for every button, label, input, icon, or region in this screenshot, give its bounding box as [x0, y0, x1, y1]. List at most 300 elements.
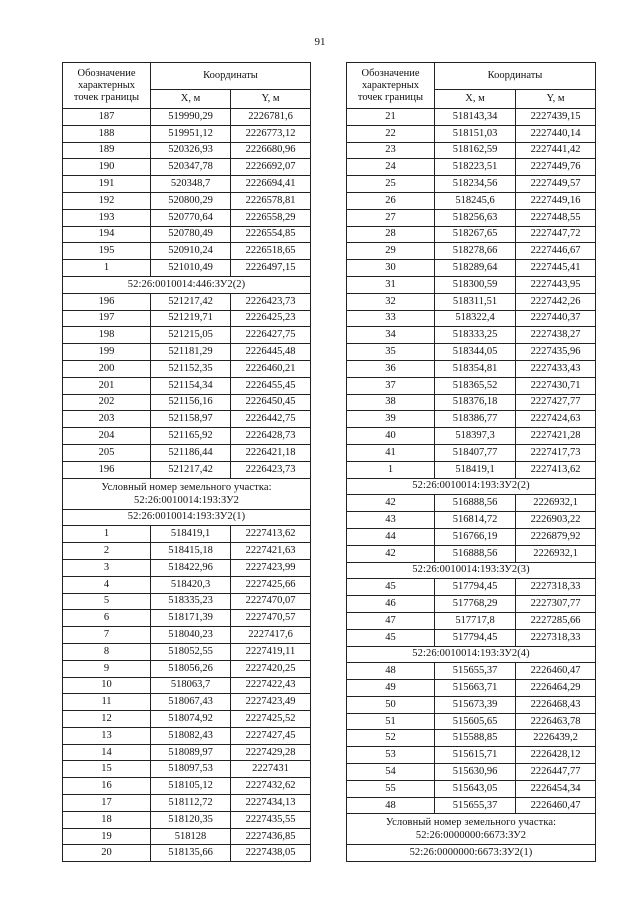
- y-coordinate-cell: 2227442,26: [516, 293, 596, 310]
- x-coordinate-cell: 518386,77: [435, 411, 516, 428]
- point-id-cell: 191: [63, 176, 151, 193]
- x-coordinate-cell: 518267,65: [435, 226, 516, 243]
- point-id-cell: 12: [63, 711, 151, 728]
- y-coordinate-cell: 2226558,29: [231, 209, 311, 226]
- table-row: [63, 159, 311, 176]
- table-row: [63, 593, 311, 610]
- point-id-cell: 52: [347, 730, 435, 747]
- x-coordinate-cell: 515673,39: [435, 696, 516, 713]
- x-coordinate-cell: 518278,66: [435, 243, 516, 260]
- x-coordinate-cell: 518245,6: [435, 192, 516, 209]
- y-coordinate-cell: 2227438,05: [231, 845, 311, 862]
- section-title: Условный номер земельного участка: 52:26:0000000:6673:ЗУ2: [347, 814, 596, 845]
- y-coordinate-cell: 2227446,67: [516, 243, 596, 260]
- section-title: Условный номер земельного участка: 52:26:0010014:193:ЗУ2: [63, 478, 311, 509]
- point-id-cell: 17: [63, 795, 151, 812]
- point-id-cell: 46: [347, 596, 435, 613]
- y-coordinate-cell: 2227417,73: [516, 444, 596, 461]
- point-id-cell: 188: [63, 125, 151, 142]
- point-id-cell: 18: [63, 811, 151, 828]
- point-id-cell: 11: [63, 694, 151, 711]
- point-id-cell: 19: [63, 828, 151, 845]
- x-coordinate-cell: 520800,29: [151, 192, 231, 209]
- header-x: X, м: [435, 90, 516, 109]
- table-row: [63, 795, 311, 812]
- x-coordinate-cell: 518056,26: [151, 660, 231, 677]
- y-coordinate-cell: 2227448,55: [516, 209, 596, 226]
- y-coordinate-cell: 2227423,49: [231, 694, 311, 711]
- section-row: [63, 478, 311, 509]
- point-id-cell: 42: [347, 495, 435, 512]
- point-id-cell: 10: [63, 677, 151, 694]
- table-row: [347, 109, 596, 126]
- section-row: [63, 509, 311, 526]
- point-id-cell: 35: [347, 344, 435, 361]
- table-row: [347, 344, 596, 361]
- table-row: [63, 260, 311, 277]
- x-coordinate-cell: 521156,16: [151, 394, 231, 411]
- x-coordinate-cell: 518311,51: [435, 293, 516, 310]
- y-coordinate-cell: 2226464,29: [516, 680, 596, 697]
- table-row: [347, 142, 596, 159]
- point-id-cell: 205: [63, 444, 151, 461]
- x-coordinate-cell: 521217,42: [151, 293, 231, 310]
- y-coordinate-cell: 2227429,28: [231, 744, 311, 761]
- point-id-cell: 1: [63, 260, 151, 277]
- table-row: [63, 576, 311, 593]
- x-coordinate-cell: 515630,96: [435, 764, 516, 781]
- table-row: [347, 310, 596, 327]
- y-coordinate-cell: 2226421,18: [231, 444, 311, 461]
- x-coordinate-cell: 515655,37: [435, 663, 516, 680]
- table-row: [63, 811, 311, 828]
- point-id-cell: 37: [347, 377, 435, 394]
- x-coordinate-cell: 518074,92: [151, 711, 231, 728]
- table-row: [63, 226, 311, 243]
- point-id-cell: 7: [63, 627, 151, 644]
- y-coordinate-cell: 2227318,33: [516, 579, 596, 596]
- point-id-cell: 8: [63, 643, 151, 660]
- y-coordinate-cell: 2227432,62: [231, 778, 311, 795]
- y-coordinate-cell: 2226554,85: [231, 226, 311, 243]
- y-coordinate-cell: 2226460,47: [516, 797, 596, 814]
- point-id-cell: 197: [63, 310, 151, 327]
- x-coordinate-cell: 520348,7: [151, 176, 231, 193]
- table-row: [347, 209, 596, 226]
- table-row: [63, 660, 311, 677]
- y-coordinate-cell: 2226903,22: [516, 512, 596, 529]
- point-id-cell: 39: [347, 411, 435, 428]
- x-coordinate-cell: 518067,43: [151, 694, 231, 711]
- x-coordinate-cell: 518397,3: [435, 428, 516, 445]
- table-row: [347, 226, 596, 243]
- y-coordinate-cell: 2227435,96: [516, 344, 596, 361]
- section-row: [347, 646, 596, 663]
- point-id-cell: 21: [347, 109, 435, 126]
- point-id-cell: 33: [347, 310, 435, 327]
- x-coordinate-cell: 518234,56: [435, 176, 516, 193]
- point-id-cell: 55: [347, 780, 435, 797]
- x-coordinate-cell: 516814,72: [435, 512, 516, 529]
- point-id-cell: 44: [347, 528, 435, 545]
- y-coordinate-cell: 2227438,27: [516, 327, 596, 344]
- section-row: [347, 814, 596, 845]
- point-id-cell: 51: [347, 713, 435, 730]
- table-row: [63, 411, 311, 428]
- y-coordinate-cell: 2226450,45: [231, 394, 311, 411]
- table-row: [63, 677, 311, 694]
- section-title: 52:26:0010014:193:ЗУ2(3): [347, 562, 596, 579]
- section-title: 52:26:0010014:446:ЗУ2(2): [63, 276, 311, 293]
- table-row: [63, 828, 311, 845]
- x-coordinate-cell: 515615,71: [435, 747, 516, 764]
- y-coordinate-cell: 2227422,43: [231, 677, 311, 694]
- y-coordinate-cell: 2226932,1: [516, 545, 596, 562]
- table-row: [347, 596, 596, 613]
- table-row: [63, 761, 311, 778]
- point-id-cell: 1: [347, 461, 435, 478]
- x-coordinate-cell: 515663,71: [435, 680, 516, 697]
- table-row: [63, 845, 311, 862]
- x-coordinate-cell: 518135,66: [151, 845, 231, 862]
- y-coordinate-cell: 2227425,52: [231, 711, 311, 728]
- point-id-cell: 6: [63, 610, 151, 627]
- x-coordinate-cell: 520780,49: [151, 226, 231, 243]
- point-id-cell: 25: [347, 176, 435, 193]
- table-row: [347, 428, 596, 445]
- y-coordinate-cell: 2226694,41: [231, 176, 311, 193]
- header-y: Y, м: [231, 90, 311, 109]
- table-row: [347, 495, 596, 512]
- table-row: [63, 109, 311, 126]
- table-row: [347, 713, 596, 730]
- point-id-cell: 193: [63, 209, 151, 226]
- x-coordinate-cell: 519990,29: [151, 109, 231, 126]
- point-id-cell: 16: [63, 778, 151, 795]
- y-coordinate-cell: 2227470,07: [231, 593, 311, 610]
- point-id-cell: 32: [347, 293, 435, 310]
- y-coordinate-cell: 2227447,72: [516, 226, 596, 243]
- point-id-cell: 43: [347, 512, 435, 529]
- point-id-cell: 201: [63, 377, 151, 394]
- point-id-cell: 38: [347, 394, 435, 411]
- x-coordinate-cell: 518420,3: [151, 576, 231, 593]
- x-coordinate-cell: 516888,56: [435, 495, 516, 512]
- y-coordinate-cell: 2226454,34: [516, 780, 596, 797]
- table-row: [63, 209, 311, 226]
- point-id-cell: 28: [347, 226, 435, 243]
- y-coordinate-cell: 2227421,28: [516, 428, 596, 445]
- point-id-cell: 29: [347, 243, 435, 260]
- x-coordinate-cell: 519951,12: [151, 125, 231, 142]
- x-coordinate-cell: 518128: [151, 828, 231, 845]
- point-id-cell: 49: [347, 680, 435, 697]
- table-row: [347, 780, 596, 797]
- x-coordinate-cell: 520910,24: [151, 243, 231, 260]
- table-row: [63, 461, 311, 478]
- y-coordinate-cell: 2227470,57: [231, 610, 311, 627]
- y-coordinate-cell: 2227427,45: [231, 727, 311, 744]
- table-row: [63, 428, 311, 445]
- point-id-cell: 48: [347, 663, 435, 680]
- point-id-cell: 192: [63, 192, 151, 209]
- point-id-cell: 190: [63, 159, 151, 176]
- x-coordinate-cell: 517794,45: [435, 579, 516, 596]
- point-id-cell: 198: [63, 327, 151, 344]
- table-row: [347, 730, 596, 747]
- x-coordinate-cell: 518089,97: [151, 744, 231, 761]
- y-coordinate-cell: 2227318,33: [516, 629, 596, 646]
- table-row: [347, 327, 596, 344]
- y-coordinate-cell: 2227449,16: [516, 192, 596, 209]
- table-row: [63, 711, 311, 728]
- point-id-cell: 195: [63, 243, 151, 260]
- x-coordinate-cell: 518120,35: [151, 811, 231, 828]
- x-coordinate-cell: 518162,59: [435, 142, 516, 159]
- point-id-cell: 54: [347, 764, 435, 781]
- point-id-cell: 196: [63, 293, 151, 310]
- table-row: [347, 159, 596, 176]
- y-coordinate-cell: 2226439,2: [516, 730, 596, 747]
- coordinates-table-left: [62, 62, 311, 862]
- x-coordinate-cell: 521186,44: [151, 444, 231, 461]
- y-coordinate-cell: 2227423,99: [231, 559, 311, 576]
- y-coordinate-cell: 2227440,14: [516, 125, 596, 142]
- y-coordinate-cell: 2227425,66: [231, 576, 311, 593]
- y-coordinate-cell: 2226692,07: [231, 159, 311, 176]
- point-id-cell: 53: [347, 747, 435, 764]
- y-coordinate-cell: 2227433,43: [516, 360, 596, 377]
- table-row: [347, 394, 596, 411]
- x-coordinate-cell: 518143,34: [435, 109, 516, 126]
- section-title: 52:26:0010014:193:ЗУ2(1): [63, 509, 311, 526]
- table-row: [63, 444, 311, 461]
- x-coordinate-cell: 518322,4: [435, 310, 516, 327]
- x-coordinate-cell: 521181,29: [151, 344, 231, 361]
- table-row: [347, 293, 596, 310]
- y-coordinate-cell: 2226518,65: [231, 243, 311, 260]
- x-coordinate-cell: 521215,05: [151, 327, 231, 344]
- table-row: [347, 545, 596, 562]
- x-coordinate-cell: 516888,56: [435, 545, 516, 562]
- x-coordinate-cell: 515588,85: [435, 730, 516, 747]
- x-coordinate-cell: 521154,34: [151, 377, 231, 394]
- header-coordinates: Координаты: [435, 63, 596, 90]
- y-coordinate-cell: 2226497,15: [231, 260, 311, 277]
- x-coordinate-cell: 518223,51: [435, 159, 516, 176]
- x-coordinate-cell: 518082,43: [151, 727, 231, 744]
- y-coordinate-cell: 2226460,21: [231, 360, 311, 377]
- point-id-cell: 34: [347, 327, 435, 344]
- section-row: [347, 562, 596, 579]
- x-coordinate-cell: 518105,12: [151, 778, 231, 795]
- point-id-cell: 41: [347, 444, 435, 461]
- point-id-cell: 5: [63, 593, 151, 610]
- y-coordinate-cell: 2227443,95: [516, 276, 596, 293]
- section-row: [63, 276, 311, 293]
- y-coordinate-cell: 2226427,75: [231, 327, 311, 344]
- point-id-cell: 204: [63, 428, 151, 445]
- section-row: [347, 845, 596, 862]
- x-coordinate-cell: 521010,49: [151, 260, 231, 277]
- y-coordinate-cell: 2226425,23: [231, 310, 311, 327]
- table-row: [63, 394, 311, 411]
- section-title: 52:26:0000000:6673:ЗУ2(1): [347, 845, 596, 862]
- x-coordinate-cell: 518344,05: [435, 344, 516, 361]
- x-coordinate-cell: 518040,23: [151, 627, 231, 644]
- table-row: [63, 176, 311, 193]
- y-coordinate-cell: 2227436,85: [231, 828, 311, 845]
- table-row: [63, 526, 311, 543]
- header-coordinates: Координаты: [151, 63, 311, 90]
- table-row: [63, 344, 311, 361]
- table-row: [347, 764, 596, 781]
- point-id-cell: 200: [63, 360, 151, 377]
- x-coordinate-cell: 518171,39: [151, 610, 231, 627]
- header-point-designation: Обозначение характерных точек границы: [347, 63, 435, 109]
- x-coordinate-cell: 520326,93: [151, 142, 231, 159]
- y-coordinate-cell: 2226468,43: [516, 696, 596, 713]
- point-id-cell: 45: [347, 629, 435, 646]
- table-row: [63, 543, 311, 560]
- y-coordinate-cell: 2227439,15: [516, 109, 596, 126]
- point-id-cell: 202: [63, 394, 151, 411]
- section-row: [347, 478, 596, 495]
- y-coordinate-cell: 2227441,42: [516, 142, 596, 159]
- point-id-cell: 40: [347, 428, 435, 445]
- table-row: [347, 444, 596, 461]
- table-row: [347, 680, 596, 697]
- y-coordinate-cell: 2227449,57: [516, 176, 596, 193]
- table-row: [347, 696, 596, 713]
- table-row: [347, 612, 596, 629]
- section-title: 52:26:0010014:193:ЗУ2(4): [347, 646, 596, 663]
- x-coordinate-cell: 521152,35: [151, 360, 231, 377]
- point-id-cell: 4: [63, 576, 151, 593]
- x-coordinate-cell: 520770,64: [151, 209, 231, 226]
- header-point-designation: Обозначение характерных точек границы: [63, 63, 151, 109]
- table-row: [63, 293, 311, 310]
- x-coordinate-cell: 518419,1: [435, 461, 516, 478]
- table-row: [347, 243, 596, 260]
- table-row: [347, 411, 596, 428]
- table-row: [63, 727, 311, 744]
- table-row: [63, 142, 311, 159]
- table-row: [347, 663, 596, 680]
- y-coordinate-cell: 2226447,77: [516, 764, 596, 781]
- y-coordinate-cell: 2227307,77: [516, 596, 596, 613]
- y-coordinate-cell: 2226578,81: [231, 192, 311, 209]
- point-id-cell: 14: [63, 744, 151, 761]
- point-id-cell: 22: [347, 125, 435, 142]
- x-coordinate-cell: 518333,25: [435, 327, 516, 344]
- y-coordinate-cell: 2227421,63: [231, 543, 311, 560]
- point-id-cell: 2: [63, 543, 151, 560]
- table-row: [347, 260, 596, 277]
- y-coordinate-cell: 2226781,6: [231, 109, 311, 126]
- x-coordinate-cell: 518289,64: [435, 260, 516, 277]
- y-coordinate-cell: 2226423,73: [231, 293, 311, 310]
- x-coordinate-cell: 521165,92: [151, 428, 231, 445]
- y-coordinate-cell: 2227445,41: [516, 260, 596, 277]
- x-coordinate-cell: 518335,23: [151, 593, 231, 610]
- y-coordinate-cell: 2227430,71: [516, 377, 596, 394]
- y-coordinate-cell: 2227424,63: [516, 411, 596, 428]
- y-coordinate-cell: 2227413,62: [516, 461, 596, 478]
- table-row: [63, 559, 311, 576]
- y-coordinate-cell: 2227413,62: [231, 526, 311, 543]
- point-id-cell: 26: [347, 192, 435, 209]
- table-row: [347, 461, 596, 478]
- y-coordinate-cell: 2226428,73: [231, 428, 311, 445]
- table-row: [347, 176, 596, 193]
- x-coordinate-cell: 518415,18: [151, 543, 231, 560]
- x-coordinate-cell: 521219,71: [151, 310, 231, 327]
- point-id-cell: 27: [347, 209, 435, 226]
- table-row: [63, 125, 311, 142]
- x-coordinate-cell: 520347,78: [151, 159, 231, 176]
- x-coordinate-cell: 517717,8: [435, 612, 516, 629]
- table-row: [347, 377, 596, 394]
- table-row: [347, 797, 596, 814]
- y-coordinate-cell: 2226463,78: [516, 713, 596, 730]
- y-coordinate-cell: 2226445,48: [231, 344, 311, 361]
- x-coordinate-cell: 515643,05: [435, 780, 516, 797]
- y-coordinate-cell: 2226423,73: [231, 461, 311, 478]
- x-coordinate-cell: 518097,53: [151, 761, 231, 778]
- x-coordinate-cell: 521158,97: [151, 411, 231, 428]
- y-coordinate-cell: 2226773,12: [231, 125, 311, 142]
- point-id-cell: 203: [63, 411, 151, 428]
- table-row: [347, 125, 596, 142]
- point-id-cell: 13: [63, 727, 151, 744]
- y-coordinate-cell: 2226932,1: [516, 495, 596, 512]
- point-id-cell: 30: [347, 260, 435, 277]
- point-id-cell: 189: [63, 142, 151, 159]
- y-coordinate-cell: 2227440,37: [516, 310, 596, 327]
- x-coordinate-cell: 518354,81: [435, 360, 516, 377]
- x-coordinate-cell: 518151,03: [435, 125, 516, 142]
- section-title: 52:26:0010014:193:ЗУ2(2): [347, 478, 596, 495]
- point-id-cell: 196: [63, 461, 151, 478]
- x-coordinate-cell: 518419,1: [151, 526, 231, 543]
- point-id-cell: 50: [347, 696, 435, 713]
- point-id-cell: 9: [63, 660, 151, 677]
- table-row: [63, 327, 311, 344]
- table-row: [347, 629, 596, 646]
- point-id-cell: 48: [347, 797, 435, 814]
- point-id-cell: 36: [347, 360, 435, 377]
- header-x: X, м: [151, 90, 231, 109]
- point-id-cell: 199: [63, 344, 151, 361]
- y-coordinate-cell: 2227435,55: [231, 811, 311, 828]
- x-coordinate-cell: 515605,65: [435, 713, 516, 730]
- y-coordinate-cell: 2227434,13: [231, 795, 311, 812]
- x-coordinate-cell: 516766,19: [435, 528, 516, 545]
- x-coordinate-cell: 517794,45: [435, 629, 516, 646]
- y-coordinate-cell: 2226879,92: [516, 528, 596, 545]
- table-row: [63, 744, 311, 761]
- x-coordinate-cell: 518256,63: [435, 209, 516, 226]
- x-coordinate-cell: 518052,55: [151, 643, 231, 660]
- x-coordinate-cell: 518407,77: [435, 444, 516, 461]
- table-row: [63, 610, 311, 627]
- header-y: Y, м: [516, 90, 596, 109]
- x-coordinate-cell: 518365,52: [435, 377, 516, 394]
- y-coordinate-cell: 2226442,75: [231, 411, 311, 428]
- point-id-cell: 3: [63, 559, 151, 576]
- point-id-cell: 24: [347, 159, 435, 176]
